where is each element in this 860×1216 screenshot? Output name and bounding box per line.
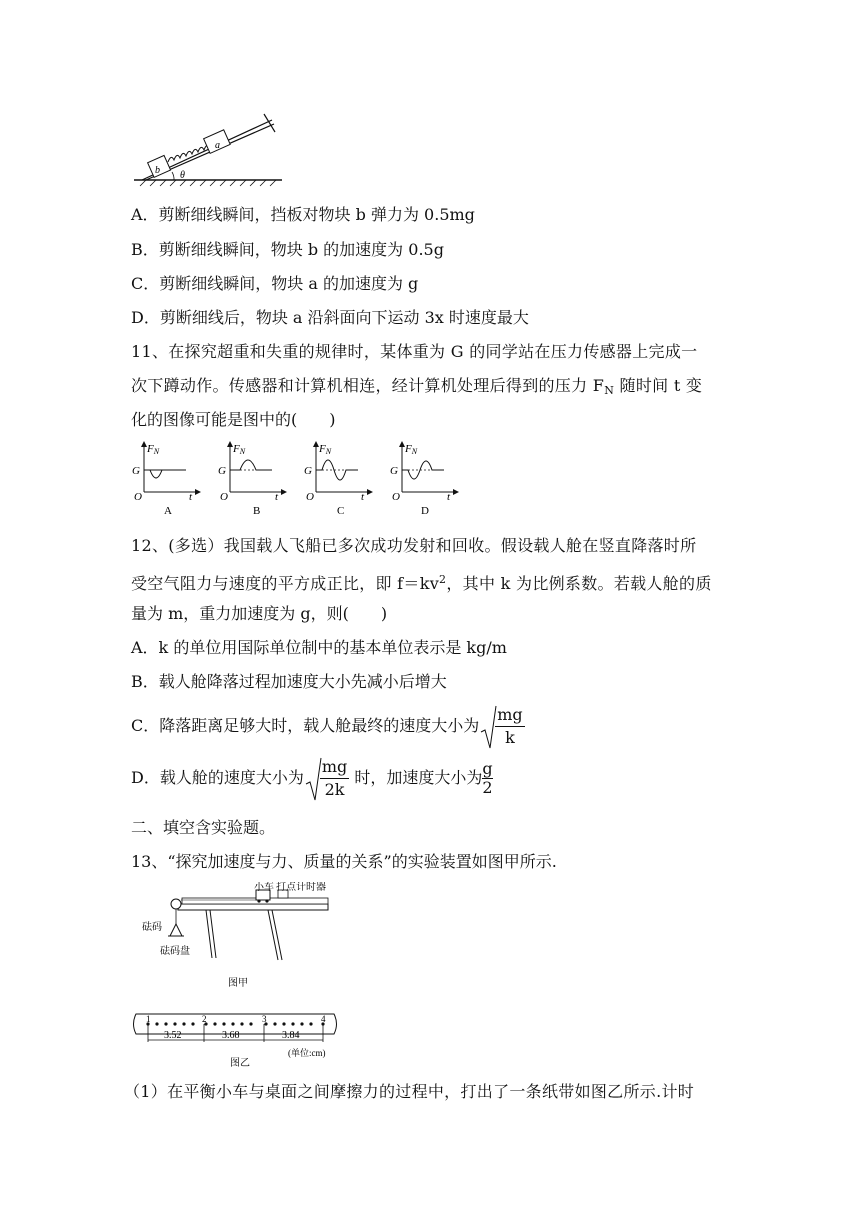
graph-d-label: D (421, 505, 429, 517)
graph-a-o: O (134, 491, 142, 503)
label-block-b: b (155, 165, 160, 176)
frac-k: k (505, 728, 515, 747)
caption-jia: 图甲 (228, 978, 248, 989)
q12-option-a: A．k 的单位用国际单位制中的基本单位表示是 kg/m (131, 638, 507, 657)
graph-c (304, 443, 370, 517)
q12-option-d-text: D．载人舱的速度大小为 (131, 768, 304, 787)
incline-figure (134, 112, 284, 188)
tape-point-2: 2 (202, 1014, 207, 1024)
sqrt-mg-over-k (479, 704, 524, 749)
graph-d-t: t (447, 491, 451, 503)
tape-point-4: 4 (321, 1014, 326, 1024)
graph-c-g: G (304, 465, 312, 477)
graph-d (390, 443, 456, 517)
graph-d-fn: FN (405, 443, 418, 456)
tape-dist-3: 3.84 (282, 1030, 300, 1041)
frac-g: g (482, 759, 493, 778)
apparatus-figure-jia (138, 882, 338, 990)
q12-option-b: B．载人舱降落过程加速度大小先减小后增大 (131, 672, 447, 691)
graph-a-t: t (189, 491, 193, 503)
q12-option-c (131, 704, 525, 749)
frac-2k: 2k (324, 780, 345, 799)
q12-line-3: 量为 m，重力加速度为 g，则( ) (131, 604, 388, 623)
label-theta: θ (180, 170, 185, 181)
label-car: 小车 (254, 882, 274, 893)
graph-d-g: G (390, 465, 398, 477)
graph-b (218, 443, 284, 517)
q13-line-1: 13、“探究加速度与力、质量的关系”的实验装置如图甲所示. (131, 852, 557, 871)
graph-a-g: G (132, 465, 140, 477)
q13-part-1: （1）在平衡小车与桌面之间摩擦力的过程中，打出了一条纸带如图乙所示.计时 (124, 1082, 695, 1101)
graph-c-t: t (361, 491, 365, 503)
q12-line-2-post: ，其中 k 为比例系数。若载人舱的质 (446, 574, 712, 593)
q12-option-c-text: C．降落距离足够大时，载人舱最终的速度大小为 (131, 716, 480, 735)
tape-figure-yi (130, 1010, 342, 1070)
q11-line-3: 化的图像可能是图中的( ) (131, 410, 336, 429)
graph-a (132, 443, 198, 517)
tape-dist-2: 3.68 (222, 1030, 240, 1041)
q12-v-squared: 2 (439, 573, 447, 586)
frac-mg: mg (495, 704, 524, 727)
q12-option-d-mid: 时，加速度大小为 (349, 768, 483, 787)
tape-unit: (单位:cm) (288, 1048, 326, 1058)
fn-t-graphs (128, 438, 468, 518)
graph-b-o: O (220, 491, 228, 503)
graph-b-fn: FN (233, 443, 246, 456)
label-weight: 砝码 (142, 922, 162, 933)
section-2-title: 二、填空含实验题。 (131, 818, 276, 837)
caption-yi: 图乙 (230, 1058, 250, 1069)
sqrt-mg-over-2k (304, 756, 349, 801)
frac-mg-2: mg (320, 756, 349, 779)
q12-line-2 (131, 570, 712, 594)
graph-b-g: G (218, 465, 226, 477)
graph-c-fn: FN (319, 443, 332, 456)
graph-c-label: C (337, 505, 345, 517)
q11-line-2-text: 次下蹲动作。传感器和计算机相连，经计算机处理后得到的压力 F (131, 376, 605, 395)
q11-line-2-end: 随时间 t 变 (614, 376, 703, 395)
frac-g-over-2 (482, 760, 492, 797)
q12-line-1: 12、(多选）我国载人飞船已多次成功发射和回收。假设载人舱在竖直降落时所 (131, 536, 697, 555)
q12-option-d (131, 756, 493, 801)
graph-b-t: t (275, 491, 279, 503)
q11-line-1: 11、在探究超重和失重的规律时，某体重为 G 的同学站在压力传感器上完成一 (131, 342, 698, 361)
label-block-a: a (215, 140, 220, 151)
q10-option-b: B．剪断细线瞬间，物块 b 的加速度为 0.5g (131, 240, 444, 259)
label-pan: 砝码盘 (160, 946, 190, 957)
label-timer: 打点计时器 (276, 882, 326, 893)
q10-option-c: C．剪断细线瞬间，物块 a 的加速度为 g (131, 274, 419, 293)
tape-point-1: 1 (146, 1014, 151, 1024)
q10-option-d: D．剪断细线后，物块 a 沿斜面向下运动 3x 时速度最大 (131, 308, 529, 327)
graph-a-label: A (164, 505, 172, 517)
graph-d-o: O (392, 491, 400, 503)
tape-dist-1: 3.52 (164, 1030, 182, 1041)
frac-2: 2 (482, 778, 493, 797)
graph-c-o: O (306, 491, 314, 503)
graph-b-label: B (253, 505, 261, 517)
q10-option-a: A．剪断细线瞬间，挡板对物块 b 弹力为 0.5mg (131, 205, 475, 224)
q12-line-2-pre: 受空气阻力与速度的平方成正比，即 f＝kv (131, 574, 440, 593)
q11-fn-subscript: N (604, 384, 615, 397)
tape-point-3: 3 (262, 1014, 267, 1024)
q11-line-2 (131, 376, 702, 401)
graph-a-fn: FN (147, 443, 160, 456)
